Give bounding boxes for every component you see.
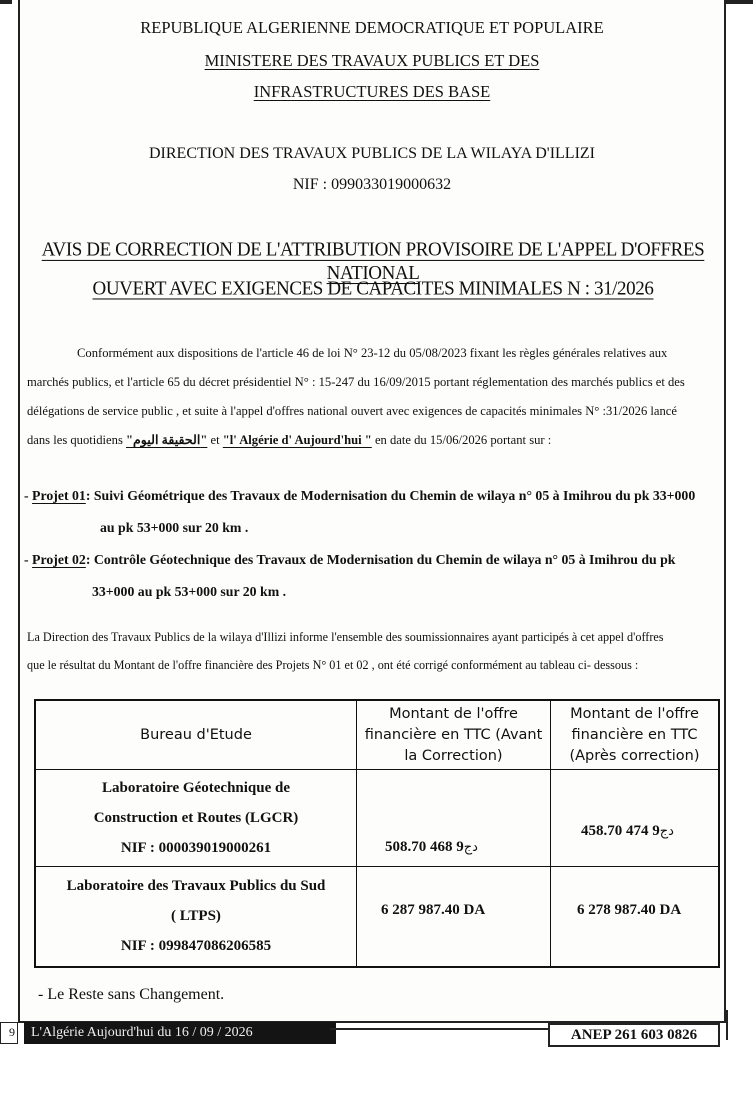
project-02-title: : Contrôle Géotechnique des Travaux de Modernisation du Chemin de wilaya n° 05 à Imihrou du pk — [85, 552, 676, 567]
paragraph-line1: Conformément aux dispositions de l'article 46 de loi N° 23-12 du 05/08/2023 fixant les règles générales relatives aux — [77, 346, 668, 360]
firm-ltps — [35, 867, 357, 967]
table-header-row — [35, 700, 719, 770]
project-02-prefix: - — [24, 552, 33, 567]
header-direction: DIRECTION DES TRAVAUX PUBLICS DE LA WILAYA D'ILLIZI — [148, 145, 595, 162]
header-infrastructures-text: INFRASTRUCTURES DES BASE — [253, 82, 491, 101]
newspaper-arabic: "الحقيقة اليوم" — [126, 433, 208, 447]
firm-name: Laboratoire des Travaux Publics du Sud — [66, 878, 326, 895]
firm-nif: NIF : 099847086206585 — [120, 938, 272, 955]
table-row — [35, 770, 719, 867]
project-01-title: : Suivi Géométrique des Travaux de Modernisation du Chemin de wilaya n° 05 à Imihrou du pk 33+000 — [85, 488, 696, 503]
currency-dz: دج — [659, 824, 674, 839]
header-bureau: Bureau d'Etude — [35, 700, 357, 770]
currency-dz: دج — [463, 840, 478, 855]
paragraph-line4-mid: et — [207, 433, 223, 447]
project-01-line1 — [24, 488, 695, 504]
header-ministry — [18, 51, 726, 71]
amount-value: 9 474 458.70 — [581, 823, 660, 839]
paragraph-line2: marchés publics, et l'article 65 du décret présidentiel N° : 15-247 du 16/09/2015 portant réglementation des marchés publics et des — [27, 375, 685, 389]
paragraph-line3: délégations de service public , et suite à l'appel d'offres national ouvert avec exigences de capacités minimales N° :31/2026 lancé — [27, 404, 677, 418]
results-table — [34, 699, 720, 968]
header-ministry-text: MINISTERE DES TRAVAUX PUBLICS ET DES — [204, 51, 540, 70]
header-before: Montant de l'offre financière en TTC (Avant la Correction) — [357, 700, 551, 770]
frame-edge — [726, 1010, 728, 1040]
firm-nif: NIF : 000039019000261 — [120, 840, 272, 856]
avis-title-line1: AVIS DE CORRECTION DE L'ATTRIBUTION PROVISOIRE DE L'APPEL D'OFFRES NATIONAL — [41, 238, 705, 285]
amount-after — [551, 770, 720, 867]
newspaper-french: "l' Algérie d' Aujourd'hui " — [222, 433, 372, 447]
amount-after: 6 278 987.40 DA — [551, 867, 720, 967]
closing-note: - Le Reste sans Changement. — [38, 986, 225, 1003]
project-01-prefix: - — [24, 488, 33, 503]
amount-before: 6 287 987.40 DA — [357, 867, 551, 967]
firm-name: ( LTPS) — [171, 908, 221, 925]
page-number: 9 — [0, 1022, 18, 1044]
paragraph-line4-post: en date du 15/06/2026 portant sur : — [371, 433, 552, 447]
firm-lgcr — [35, 770, 357, 867]
top-rule-left — [0, 0, 12, 4]
project-01-label: Projet 01 — [32, 488, 86, 503]
firm-name: Construction et Routes (LGCR) — [93, 810, 299, 826]
table-row — [35, 867, 719, 967]
project-02-line1 — [24, 552, 675, 568]
anep-reference: ANEP 261 603 0826 — [548, 1023, 720, 1047]
amount-before — [357, 770, 551, 867]
project-02-line2: 33+000 au pk 53+000 sur 20 km . — [92, 584, 287, 599]
info-line2: que le résultat du Montant de l'offre financière des Projets N° 01 et 02 , ont été corrigé conformément au tableau ci- dessous : — [27, 658, 639, 672]
info-line1: La Direction des Travaux Publics de la wilaya d'Illizi informe l'ensemble des soumissionnaires ayant participés à cet appel d'offres — [27, 630, 664, 644]
firm-name: Laboratoire Géotechnique de — [101, 780, 291, 796]
footer-rule — [330, 1028, 556, 1030]
header-nif: NIF : 099033019000632 — [292, 176, 452, 193]
header-republic: REPUBLIQUE ALGERIENNE DEMOCRATIQUE ET POPULAIRE — [140, 18, 604, 37]
header-after: Montant de l'offre financière en TTC (Après correction) — [551, 700, 720, 770]
paragraph-line4-pre: dans les quotidiens — [27, 433, 126, 447]
project-01-line2: au pk 53+000 sur 20 km . — [100, 520, 249, 535]
header-infrastructures — [18, 82, 726, 102]
amount-value: 9 468 508.70 — [385, 839, 464, 855]
paragraph-line4 — [27, 426, 719, 455]
project-02-label: Projet 02 — [32, 552, 86, 567]
publication-banner: L'Algérie Aujourd'hui du 16 / 09 / 2026 — [24, 1022, 336, 1044]
avis-title-line2: OUVERT AVEC EXIGENCES DE CAPACITES MINIMALES N : 31/2026 — [92, 277, 654, 300]
